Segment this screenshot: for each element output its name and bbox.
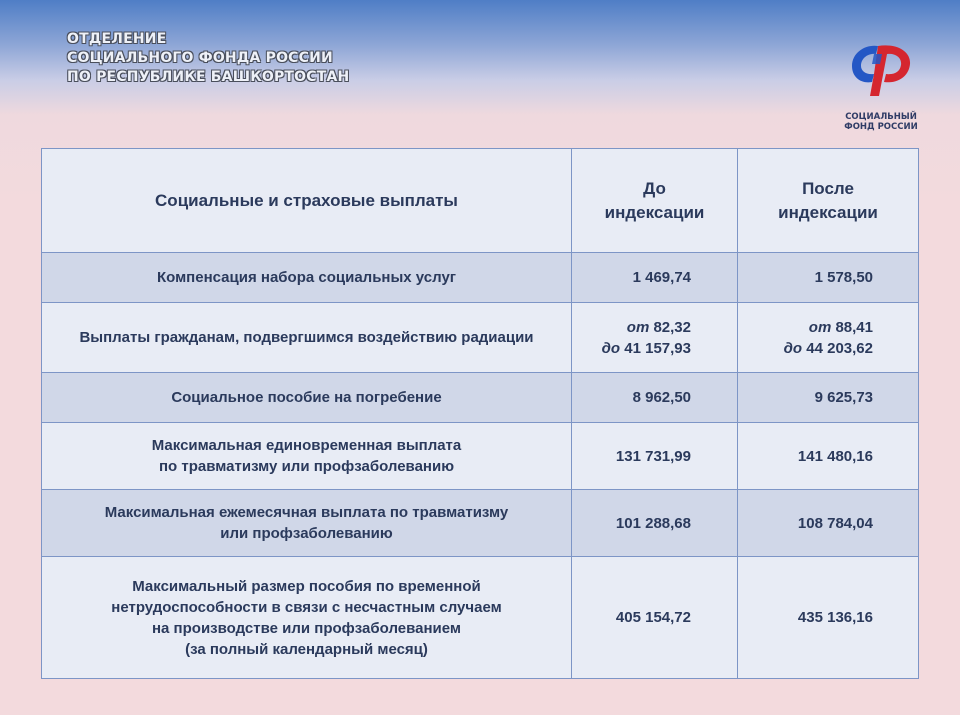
payment-name-line: Максимальная единовременная выплата [151,437,462,454]
from-value: 88,41 [835,318,873,336]
column-header-before-text: До индексации [604,178,705,222]
payment-name: Компенсация набора социальных услуг [42,253,572,303]
org-line: СОЦИАЛЬНОГО ФОНДА РОССИИ [67,50,333,66]
value-before [572,303,738,373]
org-title [67,30,349,87]
value-after: 141 480,16 [738,423,919,490]
table-row [42,423,919,490]
column-header-after [738,149,919,253]
payment-name [42,303,572,373]
to-value: 44 203,62 [806,339,873,357]
payment-name-line: на производстве или профзаболеванием [151,619,462,637]
payment-name [42,423,572,490]
value-before: 101 288,68 [572,490,738,557]
value-after: 9 625,73 [738,373,919,423]
table-row [42,490,919,557]
table-row [42,253,919,303]
org-line: ПО РЕСПУБЛИКЕ БАШКОРТОСТАН [67,69,350,85]
table-row [42,303,919,373]
value-after [738,303,919,373]
payment-name-text: Выплаты гражданам, подвергшимся воздействию радиации [79,329,534,346]
payment-name-line: или профзаболеванию [220,525,393,542]
value-after-to [738,338,873,359]
value-before: 405 154,72 [572,557,738,679]
table-row [42,373,919,423]
table-row [42,557,919,679]
logo-text-line: ФОНД РОССИИ [844,122,918,132]
payment-name [42,557,572,679]
value-before: 8 962,50 [572,373,738,423]
value-before: 1 469,74 [572,253,738,303]
payments-table [41,148,919,679]
value-before-from [572,317,691,338]
to-word: до [783,339,803,357]
payment-name [42,490,572,557]
value-after: 435 136,16 [738,557,919,679]
table-header-row [42,149,919,253]
org-line: ОТДЕЛЕНИЕ [67,31,167,47]
from-word: от [626,318,650,336]
payment-name-line: нетрудоспособности в связи с несчастным случаем [111,598,502,616]
payment-name-line: Максимальная ежемесячная выплата по травматизму [104,504,509,521]
value-before: 131 731,99 [572,423,738,490]
value-before-to [572,338,691,359]
to-word: до [601,339,621,357]
payment-name: Социальное пособие на погребение [42,373,572,423]
from-value: 82,32 [653,318,691,336]
value-after: 1 578,50 [738,253,919,303]
payment-name-line: (за полный календарный месяц) [185,640,428,658]
sfr-logo [838,40,924,136]
payment-name-line: по травматизму или профзаболеванию [159,458,454,475]
sfr-logo-icon [844,40,918,106]
column-header-after-text: После индексации [778,178,878,222]
column-header-before [572,149,738,253]
value-after: 108 784,04 [738,490,919,557]
value-after-from [738,317,873,338]
from-word: от [808,318,832,336]
payment-name-line: Максимальный размер пособия по временной [132,577,481,595]
to-value: 41 157,93 [624,339,691,357]
column-header-payment: Социальные и страховые выплаты [42,149,572,253]
logo-text-line: СОЦИАЛЬНЫЙ [845,112,917,122]
